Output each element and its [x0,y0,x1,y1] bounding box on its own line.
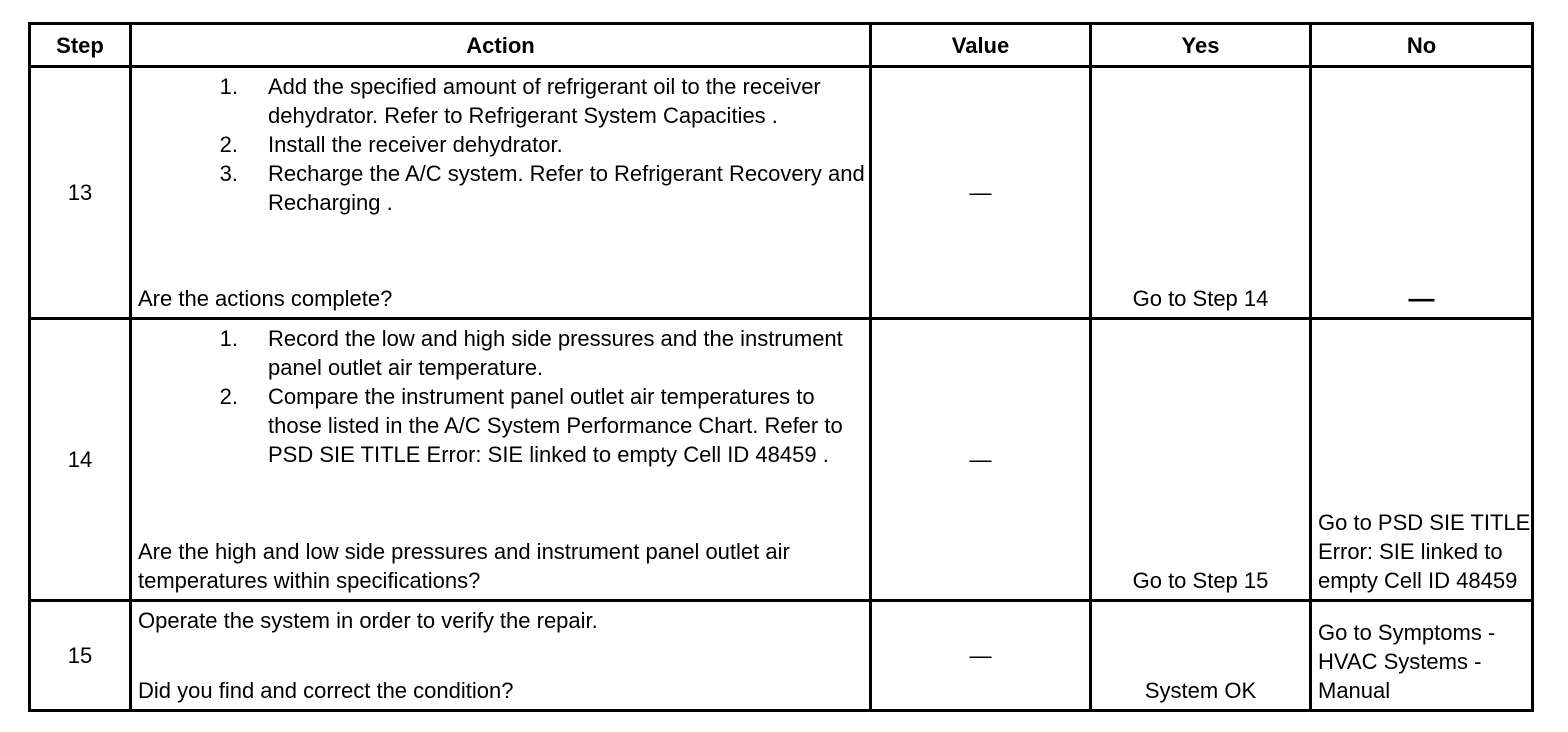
no-cell: Go to PSD SIE TITLE Error: SIE linked to empty Cell ID 48459 [1311,319,1533,601]
header-action: Action [131,24,871,67]
table-row [30,319,1533,601]
table-row [30,601,1533,711]
action-list [138,324,869,469]
yes-cell: System OK [1091,601,1311,711]
value-cell: — [871,67,1091,319]
step-number: 14 [30,319,131,601]
header-row [30,24,1533,67]
action-cell [131,319,871,601]
list-item: 2. Install the receiver dehydrator. [219,132,563,157]
action-question: Did you find and correct the condition? [138,678,514,703]
list-item: 1. Add the specified amount of refrigerant oil to the receiver dehydrator. Refer to Refrigerant System Capacities . [219,74,821,128]
header-step: Step [30,24,131,67]
diagnostic-table [28,22,1534,712]
value-cell: — [871,601,1091,711]
action-cell [131,67,871,319]
yes-cell: Go to Step 14 [1091,67,1311,319]
header-yes: Yes [1091,24,1311,67]
table-row [30,67,1533,319]
list-item: 2. Compare the instrument panel outlet air temperatures to those listed in the A/C System Performance Chart. Refer to PSD SIE TITLE Error: SIE linked to empty Cell ID 48459 . [219,384,843,467]
header-value: Value [871,24,1091,67]
header-no: No [1311,24,1533,67]
action-list [138,72,869,217]
action-question: Are the actions complete? [138,286,393,311]
value-cell: — [871,319,1091,601]
action-cell [131,601,871,711]
list-item: 3. Recharge the A/C system. Refer to Refrigerant Recovery and Recharging . [219,161,865,215]
step-number: 13 [30,67,131,319]
action-question: Are the high and low side pressures and instrument panel outlet air temperatures within specifications? [138,539,790,593]
no-cell: Go to Symptoms - HVAC Systems - Manual [1311,601,1533,711]
no-cell: — [1311,67,1533,319]
step-number: 15 [30,601,131,711]
action-statement: Operate the system in order to verify the repair. [138,608,598,633]
yes-cell: Go to Step 15 [1091,319,1311,601]
list-item: 1. Record the low and high side pressures and the instrument panel outlet air temperature. [219,326,843,380]
